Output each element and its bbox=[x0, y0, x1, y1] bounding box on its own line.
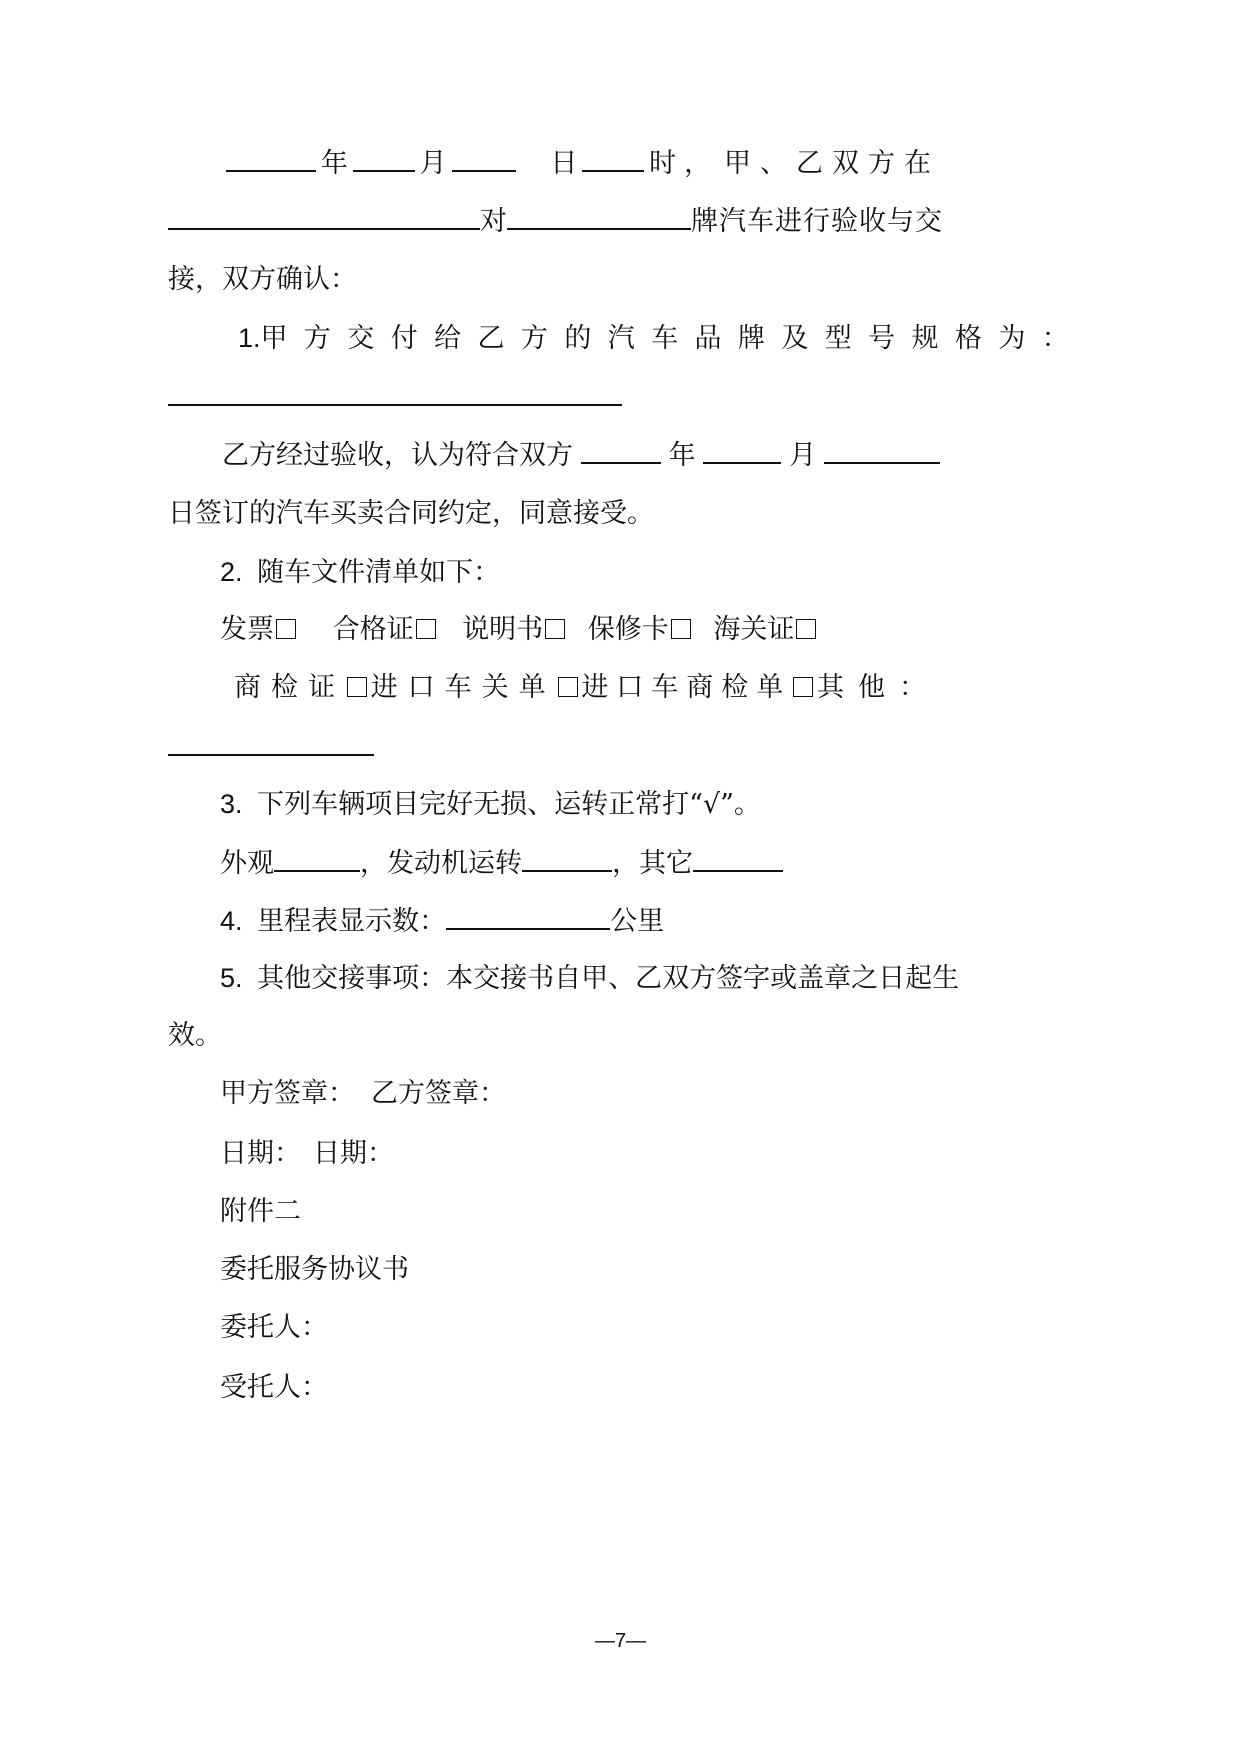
acceptance-text: 乙方经过验收，认为符合双方 bbox=[222, 440, 573, 471]
plate-blank[interactable] bbox=[507, 202, 691, 230]
annex-title: 附件二 bbox=[220, 1196, 301, 1227]
page-number: —7— bbox=[594, 1630, 647, 1652]
engine-label: ，发动机运转 bbox=[360, 848, 522, 879]
doc-import-customs-label: 进口车关单 bbox=[370, 672, 556, 703]
other-check-label: ，其它 bbox=[612, 848, 693, 879]
doc-warranty-label: 保修卡 bbox=[587, 614, 669, 645]
party-a-date-label: 日期： bbox=[220, 1138, 301, 1169]
docs-row-2 bbox=[234, 670, 940, 706]
appearance-label: 外观 bbox=[220, 848, 274, 879]
day-blank[interactable] bbox=[452, 144, 516, 172]
plate-rest-label: 牌汽车进行验收与交 bbox=[691, 206, 943, 237]
item1-line bbox=[238, 320, 1086, 357]
acceptance-line-2: 日签订的汽车买卖合同约定，同意接受。 bbox=[168, 498, 654, 529]
manual-checkbox[interactable] bbox=[545, 619, 565, 639]
item5-number: 5. bbox=[220, 963, 243, 993]
location-blank[interactable] bbox=[168, 202, 480, 230]
item2-text: 随车文件清单如下： bbox=[257, 557, 501, 588]
item5-cont: 效。 bbox=[168, 1020, 222, 1051]
month-blank[interactable] bbox=[353, 144, 415, 172]
doc-other-label: 其他： bbox=[816, 672, 940, 703]
handover-location-line bbox=[168, 202, 943, 240]
contract-year-blank[interactable] bbox=[581, 436, 661, 464]
item3-text: 下列车辆项目完好无损、运转正常打“√”。 bbox=[257, 789, 761, 820]
contract-day-blank[interactable] bbox=[824, 436, 940, 464]
handover-confirm-line: 接，双方确认： bbox=[168, 264, 357, 295]
doc-import-customs bbox=[371, 670, 578, 706]
other-check-blank[interactable] bbox=[693, 844, 783, 872]
item5-line bbox=[220, 960, 959, 997]
docs-row-1 bbox=[220, 612, 816, 648]
import-customs-checkbox[interactable] bbox=[558, 677, 578, 697]
invoice-checkbox[interactable] bbox=[276, 619, 296, 639]
appearance-blank[interactable] bbox=[274, 844, 360, 872]
doc-manual-label: 说明书 bbox=[462, 614, 544, 645]
doc-customs-label: 海关证 bbox=[713, 614, 795, 645]
doc-invoice-label: 发票 bbox=[220, 614, 274, 645]
contract-month-label: 月 bbox=[789, 440, 817, 471]
contract-year-label: 年 bbox=[668, 440, 696, 471]
agreement-title: 委托服务协议书 bbox=[220, 1254, 409, 1285]
engine-blank[interactable] bbox=[522, 844, 612, 872]
inspection-checkbox[interactable] bbox=[347, 677, 367, 697]
doc-manual bbox=[462, 612, 565, 648]
import-inspection-checkbox[interactable] bbox=[793, 677, 813, 697]
doc-certificate-label: 合格证 bbox=[332, 614, 414, 645]
item4-line bbox=[220, 902, 664, 940]
year-blank[interactable] bbox=[226, 144, 316, 172]
doc-invoice bbox=[220, 612, 296, 648]
party-a-signature-label: 甲方签章： bbox=[220, 1078, 355, 1109]
handover-date-line bbox=[226, 144, 940, 182]
party-b-signature-label: 乙方签章： bbox=[371, 1078, 506, 1109]
item3-number: 3. bbox=[220, 789, 243, 819]
principal-label: 委托人： bbox=[220, 1312, 328, 1343]
contract-month-blank[interactable] bbox=[703, 436, 781, 464]
odometer-blank[interactable] bbox=[446, 902, 610, 930]
doc-import-inspection-label: 进口车商检单 bbox=[581, 672, 792, 703]
item4-number: 4. bbox=[220, 906, 243, 936]
item2-line bbox=[220, 554, 500, 591]
doc-inspection bbox=[234, 670, 367, 706]
customs-checkbox[interactable] bbox=[796, 619, 816, 639]
dui-label: 对 bbox=[480, 206, 507, 237]
hour-blank[interactable] bbox=[582, 144, 644, 172]
party-b-date-label: 日期： bbox=[313, 1138, 394, 1169]
doc-other-blank[interactable] bbox=[168, 728, 374, 756]
month-label: 月 bbox=[419, 148, 447, 179]
doc-certificate bbox=[333, 612, 436, 648]
doc-customs bbox=[713, 612, 816, 648]
item2-number: 2. bbox=[220, 557, 243, 587]
agent-label: 受托人： bbox=[220, 1372, 328, 1403]
acceptance-line bbox=[222, 436, 940, 474]
signature-line bbox=[220, 1076, 506, 1112]
item5-text: 其他交接事项：本交接书自甲、乙双方签字或盖章之日起生 bbox=[257, 963, 960, 994]
year-label: 年 bbox=[320, 148, 348, 179]
brand-model-blank[interactable] bbox=[168, 378, 622, 406]
certificate-checkbox[interactable] bbox=[416, 619, 436, 639]
item1-text: 甲方交付给乙方的汽车品牌及型号规格为： bbox=[260, 323, 1086, 354]
doc-import-inspection bbox=[581, 670, 813, 706]
doc-warranty bbox=[588, 612, 691, 648]
warranty-checkbox[interactable] bbox=[671, 619, 691, 639]
item3-line bbox=[220, 786, 761, 823]
hour-label: 时， bbox=[649, 148, 720, 179]
item1-answer-line bbox=[168, 378, 622, 416]
day-label: 日 bbox=[550, 148, 578, 179]
item1-number: 1. bbox=[238, 323, 261, 353]
doc-inspection-label: 商检证 bbox=[234, 672, 345, 703]
item3-checks-line bbox=[220, 844, 783, 882]
doc-other-line bbox=[168, 728, 374, 766]
parties-label: 甲、乙双方在 bbox=[724, 148, 940, 179]
odometer-unit: 公里 bbox=[610, 906, 665, 937]
item4-text: 里程表显示数： bbox=[257, 906, 447, 937]
date-line bbox=[220, 1136, 394, 1172]
